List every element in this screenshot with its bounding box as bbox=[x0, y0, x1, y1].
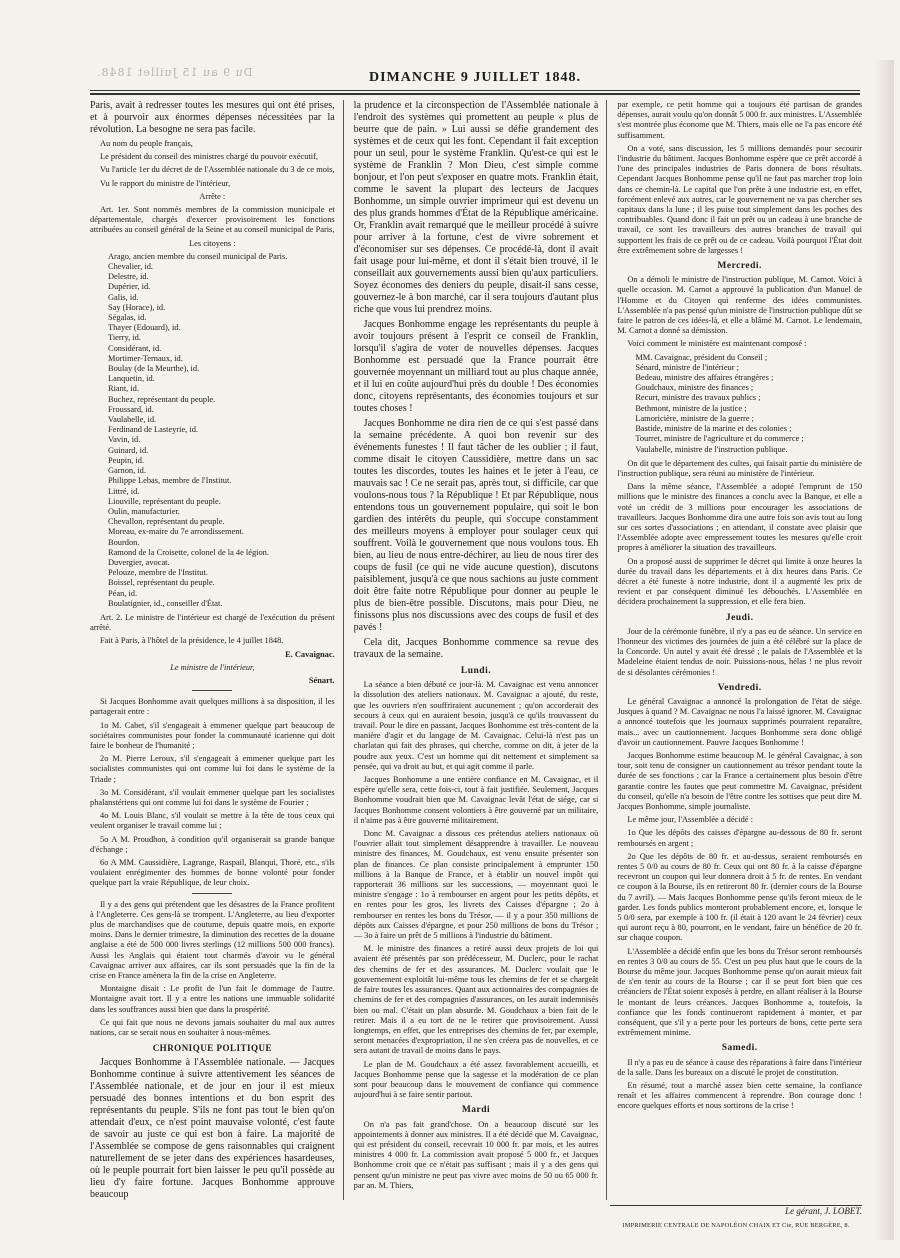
list-item: Guinard, id. bbox=[108, 445, 149, 455]
printer-imprint: IMPRIMERIE CENTRALE DE NAPOLÉON CHAIX ET Cie, RUE BERGÈRE, 8. bbox=[622, 1222, 850, 1229]
list-item: Moreau, ex-maire du 7e arrondissement. bbox=[108, 527, 244, 537]
list-item: Goudchaux, ministre des finances ; bbox=[635, 383, 754, 393]
paragraph: On a proposé aussi de supprimer le décret qui limite à onze heures la durée du travail dans les départements et à dix heures dans Paris. Ce décret a été funeste à notre industrie, dont il a augmenté les prix de revient et par conséquent diminué les débouchés. L'Assemblée en décidera prochainement la suppression, et elle fera bien. bbox=[617, 556, 863, 607]
paragraph: La séance a bien débuté ce jour-là. M. Cavaignac est venu annoncer la dissolution des ateliers nationaux. M. Cavaignac a ajouté, du reste, que les ouvriers n'en souffriraient aucunement ; qu'on accorderait des secours à ceux qui en auraient besoin, jusqu'à ce qu'ils trouvassent du travail. Pour le dire en passant, Jacques Bonhomme est très-content de la manière d'agir et du langage de M. Cavaignac. Celui-là n'est pas un charlatan qui fait des phrases, qui cherche, comme on dit, à jeter de la poudre aux yeux. C'est un homme qui dit nettement et simplement sa pensée, qui va droit au but, et qui agit comme il parle. bbox=[353, 680, 599, 771]
paragraph: la prudence et la circonspection de l'Assemblée nationale à l'endroit des systèmes qui promettent au peuple « plus de beurre que de pain. » Lui aussi se défie grandement des systèmes et de ceux qui les font. Cependant il fait exception pour un seul, pour le système Franklin. Qu'est-ce qui est le système de Franklin ? Mon Dieu, c'est simple comme bonjour, et l'on peut s'exposer en quatre mots. Franklin était, comme le savent la plupart des lecteurs de Jacques Bonhomme, un simple ouvrier imprimeur qui est devenu un des plus grands hommes d'État de la République américaine. Or, Franklin avait remarqué que le meilleur procédé à suivre pour arriver à la fortune, c'est de vivre sobrement et d'économiser sur ses dépenses. Ce procédé-là, dont il avait fait usage pour lui-même, et dont il s'était bien trouvé, il le conseillait aux gouvernements aussi bien qu'aux particuliers. Soyez économes des deniers du peuple, disait-il sans cesse, gouvernez-le à bon marché, car il sera toujours d'autant plus riche que vous lui prendrez moins. bbox=[353, 100, 599, 315]
list-item: Considérant, id. bbox=[108, 343, 162, 353]
page-edge-shadow bbox=[874, 60, 894, 1240]
paragraph: M. le ministre des finances a retiré aussi deux projets de loi qui avaient été présentés par son prédécesseur, M. Duclerc, pour le rachat des chemins de fer et des assurances. M. Duclerc voulait que le gouvernement exploitât lui-même tous les chemins de fer et se chargeât de faire toutes les assurances. Quant aux actionnaires des compagnies de chemins de fer et des compagnies d'assurances, on les aurait indemnisés bien ou mal. C'était un plan absurde. M. Goudchaux a bien fait de le retirer. Mais il a eu tort de ne le retirer que provisoirement. Aussi longtemps, en effet, que les entreprises des chemins de fer, par exemple, seront menacées d'expropriation, il ne s'en créera pas de nouvelles, et ce sera autant de travail de moins dans le pays. bbox=[353, 944, 599, 1056]
day-heading-vendredi: Vendredi. bbox=[717, 682, 762, 693]
column-1 bbox=[90, 100, 344, 1200]
gerant-signature: Le gérant, J. LOBET. bbox=[785, 1206, 862, 1216]
ministry-list bbox=[635, 353, 862, 455]
paragraph: On a démoli le ministre de l'instruction publique, M. Carnot. Voici à quelle occasion. M. Carnot a approuvé la publication d'un Manuel de l'Homme et du Citoyen qui renferme des idées communistes. L'Assemblée n'a pas pensé qu'un ministre de l'instruction publique dût se faire le patron de ces idées-là, et elle a blâmé M. Carnot. Le lendemain, M. Carnot a donné sa démission. bbox=[617, 275, 863, 336]
paragraph: Le même jour, l'Assemblée a décidé : bbox=[627, 815, 753, 825]
decree-line: Vu l'article 1er du décret de de l'Assemblée nationale du 3 de ce mois, bbox=[100, 165, 335, 175]
list-item: Thayer (Edouard), id. bbox=[108, 323, 181, 333]
list-item: Arago, ancien membre du conseil municipal de Paris. bbox=[108, 251, 288, 261]
list-item: Buchez, représentant du peuple. bbox=[108, 394, 216, 404]
list-item: Pelouze, membre de l'Institut. bbox=[108, 568, 208, 578]
signature-senard: Sénart. bbox=[308, 675, 335, 685]
issue-date: DIMANCHE 9 JUILLET 1848. bbox=[369, 70, 581, 85]
list-item: Lanquetin, id. bbox=[108, 374, 155, 384]
list-item: Vaulabelle, ministre de l'instruction publique. bbox=[635, 444, 788, 454]
paragraph: 4o M. Louis Blanc, s'il voulait se mettre à la tête de tous ceux qui veulent organiser le travail comme lui ; bbox=[90, 811, 335, 831]
list-item: Mortimer-Ternaux, id. bbox=[108, 353, 183, 363]
paragraph: On dit que le département des cultes, qui faisait partie du ministère de l'instruction publique, sera réuni au ministère de l'intérieur. bbox=[617, 458, 863, 478]
list-item: Dupérier, id. bbox=[108, 282, 151, 292]
paragraph: Jour de la cérémonie funèbre, il n'y a pas eu de séance. Un service en l'honneur des victimes des journées de juin a été célébré sur la place de la Concorde. Un autel y avait été dressé ; le palais de l'Assemblée et la Madeleine étaient tendus de noir. Puissions-nous, hélas ! ne plus revoir de si désolantes cérémonies ! bbox=[617, 626, 863, 677]
list-item: Peupin, id. bbox=[108, 455, 145, 465]
paragraph: Le général Cavaignac a annoncé la prolongation de l'état de siége. Jusques à quand ? M. Cavaignac ne nous l'a laissé ignorer. M. Cavaignac a annoncé toutefois que les journaux supprimés pourraient reparaître, mais... avec un cautionnement. Jacques Bonhomme sera donc obligé d'avoir un cautionnement. Pauvre Jacques Bonhomme ! bbox=[617, 696, 863, 747]
list-item: Delestre, id. bbox=[108, 272, 149, 282]
list-item: Garnon, id. bbox=[108, 466, 146, 476]
list-item: Ferdinand de Lasteyrie, id. bbox=[108, 425, 199, 435]
header-rule-thick bbox=[90, 93, 860, 95]
paragraph: Jacques Bonhomme a une entière confiance en M. Cavaignac, et il espère qu'elle sera, cette fois-ci, tout à fait justifiée. Seulement, Jacques Bonhomme voudrait bien que M. Cavaignac levât l'état de siége, car si Jacques Bonhomme consent volontiers à être gouverné par un militaire, il n'aime pas à être gouverné militairement. bbox=[353, 775, 599, 825]
intro-paragraph: Paris, avait à redresser toutes les mesures qui ont été prises, et à pourvoir aux énormes dépenses nécessitées par la révolution. La besogne ne sera pas facile. bbox=[90, 100, 335, 135]
list-item: Boulatignier, id., conseiller d'État. bbox=[108, 598, 223, 608]
paragraph: L'Assemblée a décidé enfin que les bons du Trésor seront remboursés en rentes 3 0/0 au cours de 55. C'est un peu plus haut que le cours de la Bourse du même jour. Jacques Bonhomme pense qu'on aurait mieux fait de s'en tenir au cours de la Bourse ; car il se peut fort bien que ces créanciers de l'État soient exposés à perdre, en allant réaliser à la Bourse le montant de leurs créances. Jacques Bonhomme a, toutefois, la confiance que les fonds continueront rapidement à monter, et par conséquent, que s'il y a perte pour les porteurs de bons, cette perte sera extrêmement minime. bbox=[617, 946, 863, 1038]
list-item: Boissel, représentant du peuple. bbox=[108, 578, 215, 588]
article-2: Art. 2. Le ministre de l'intérieur est chargé de l'exécution du présent arrêté. bbox=[90, 612, 335, 633]
paragraph: Donc M. Cavaignac a dissous ces prétendus ateliers nationaux où l'ouvrier allait tout simplement désapprendre à travailler. Le nouveau ministre des finances, M. Goudchaux, est venu ensuite présenter son plan de finances. Ce plan consiste principalement à emprunter 150 millions à la Banque de France, et à établir un nouvel impôt qui rapporterait 36 millions sur les successions, — moyennant quoi le ministre s'engage : 1o à rembourser en argent pour les petits dépôts, et en rentes pour les gros, les livrets des Caisses d'épargne ; 2o à rembourser en rentes les bons du Trésor, — il y a pour 350 millions de dépôts aux Caisses d'épargne, et pour 250 millions de bons du Trésor ; — 3o à faire un prêt de 5 millions à l'industrie du bâtiment. bbox=[353, 829, 599, 941]
column-3 bbox=[617, 100, 862, 1200]
paragraph: 2o M. Pierre Leroux, s'il s'engageait à emmener quelque part les socialistes communistes qui ont comme lui foi dans le système de la Triade ; bbox=[90, 754, 335, 784]
list-item: Boulay (de la Meurthe), id. bbox=[108, 364, 200, 374]
list-item: Riant, id. bbox=[108, 384, 139, 394]
divider bbox=[192, 690, 232, 691]
list-item: Vaulabelle, id. bbox=[108, 415, 157, 425]
divider bbox=[192, 893, 232, 894]
list-item: Tourret, ministre de l'agriculture et du commerce ; bbox=[635, 434, 804, 444]
list-item: Vavin, id. bbox=[108, 435, 141, 445]
masthead bbox=[95, 70, 855, 86]
paragraph: Dans la même séance, l'Assemblée a adopté l'emprunt de 150 millions que le ministre des finances a conclu avec la Banque, et elle a voté un crédit de 3 millions pour encourager les associations de travailleurs. Jacques Bonhomme dira une autre fois son avis tout au long sur ces sortes d'associations ; en attendant, il constate avec plaisir que l'Assemblée adopte avec empressement toutes les mesures qu'elle croit propres à améliorer la situation des travailleurs. bbox=[617, 482, 863, 553]
paragraph: Jacques Bonhomme estime beaucoup M. le général Cavaignac, à son tour, soit tenu de consigner un cautionnement au trésor pendant toute la durée de ses fonctions ; car la France a certainement plus besoin d'être garantie contre les fautes que peut commettre M. Cavaignac, président du conseil, qu'elle n'a besoin de l'être contre les sottises que peut dire M. Jacques Bonhomme, simple journaliste. bbox=[617, 750, 863, 811]
list-item: Bourdon. bbox=[108, 537, 140, 547]
citoyens-label: Les citoyens : bbox=[189, 238, 236, 248]
paragraph: 2o Que les dépôts de 80 fr. et au-dessus, seraient remboursés en rentes 5 0/0 au cours de 80 fr. Ceux qui ont 80 fr. à la caisse d'épargne recevront un coupon qui leur donnera droit à 5 fr. de rentes. En vendant ce coupon à la Bourse, ils en retireront 80 fr. (dernier cours de la Bourse du 7 avril). — Mais Jacques Bonhomme pense qu'ils feront mieux de le garder. Les fonds publics monteront probablement encore, et, lorsque le 5 0/0 sera, par exemple à 100 fr. (il était à 120 avant le 24 février) ceux qui auront reçu à 80, pourront, en le vendant, faire un bénéfice de 20 fr. sur chaque coupon. bbox=[617, 851, 863, 943]
signature-cavaignac: E. Cavaignac. bbox=[285, 649, 335, 659]
list-item: Bastide, ministre de la marine et des colonies ; bbox=[635, 424, 792, 434]
paragraph: 3o M. Considérant, s'il voulait emmener quelque part les socialistes phalanstériens qui ont comme lui foi dans le système de Fourier ; bbox=[90, 787, 335, 807]
paragraph: 5o A M. Proudhon, à condition qu'il organiserait sa grande banque d'échange ; bbox=[90, 834, 335, 854]
paragraph: Ce qui fait que nous ne devons jamais souhaiter du mal aux autres nations, car se serait nous en souhaiter à nous-mêmes. bbox=[90, 1017, 335, 1038]
columns bbox=[90, 100, 862, 1200]
list-item: Ramond de la Croisette, colonel de la 4e légion. bbox=[108, 547, 269, 557]
list-item: MM. Cavaignac, président du Conseil ; bbox=[635, 352, 768, 362]
list-item: Tierry, id. bbox=[108, 333, 141, 343]
list-item: Recurt, ministre des travaux publics ; bbox=[635, 393, 761, 403]
paragraph: Si Jacques Bonhomme avait quelques millions à sa disposition, il les partagerait entre : bbox=[90, 697, 335, 717]
list-item: Say (Horace), id. bbox=[108, 302, 166, 312]
chronique-paragraph: Jacques Bonhomme à l'Assemblée nationale. — Jacques Bonhomme continue à suivre attentivement les séances de l'Assemblée nationale, et de jour en jour il est mieux persuadé des bonnes intentions et du bon esprit des représentants du peuple. S'ils ne font pas tout le bien qu'on attendait d'eux, ce n'est point mauvaise volonté, c'est faute de savoir au juste ce qui est bon à faire. La majorité de l'Assemblée se compose de gens raisonnables qui craignent naturellement de se jeter dans des expériences hasardeuses, où le peuple pourrait fort bien laisser le peu qu'il possède au lieu d'y faire fortune. Jacques Bonhomme approuve beaucoup bbox=[90, 1057, 335, 1200]
paragraph: 6o A MM. Caussidière, Lagrange, Raspail, Blanqui, Thoré, etc., s'ils voulaient enrégimenter des hommes de bonne volonté pour fonder quelque part la vraie République, de leur choix. bbox=[90, 858, 335, 888]
paragraph: Jacques Bonhomme ne dira rien de ce qui s'est passé dans la semaine précédente. A quoi bon revenir sur des événements funestes ! Il faut tâcher de les oublier ; il faut, comme disait le citoyen Caussidière, mettre dans un sac toutes les discordes, toutes les haines et le jeter à l'eau, ce mauvais sac ! Ce ne serait pas, après tout, si difficile, car que voulons-nous tous ? la République ! Et par République, nous entendons tous un gouvernement populaire, qui soit le bon gardien des intérêts du peuple, qui s'occupe constamment des meilleurs moyens à employer pour soulager ceux qui souffrent. Voilà le gouvernement que nous voulons tous. Eh bien, au lieu de nous entre-déchirer, au lieu de nous tirer des coups de fusil (ce qui ne vide aucune question), discutons paisiblement, jusqu'à ce que nous sachions au juste comment doit être faite notre République pour donner au peuple le plus de bien-être possible. Discutons, mais pour Dieu, ne finissons plus nos discussions avec des coups de fusil et des pavés ! bbox=[353, 418, 599, 633]
decree-line: Le président du conseil des ministres chargé du pouvoir exécutif, bbox=[100, 152, 318, 162]
bleed-through-header: Du 9 au 15 Juillet 1848. bbox=[96, 66, 253, 79]
list-item: Sénard, ministre de l'intérieur ; bbox=[635, 362, 739, 372]
paragraph: Cela dit, Jacques Bonhomme commence sa revue des travaux de la semaine. bbox=[353, 637, 599, 660]
list-item: Froussard, id. bbox=[108, 404, 154, 414]
list-item: Ségalas, id. bbox=[108, 313, 147, 323]
day-heading-mardi: Mardi bbox=[461, 1105, 491, 1116]
decree-line: Au nom du peuple français, bbox=[100, 139, 193, 148]
paragraph: En résumé, tout a marché assez bien cette semaine, la confiance renaît et les affaires commencent à reprendre. Bon courage donc ! encore quelques efforts et nous sortirons de la crise ! bbox=[617, 1081, 863, 1111]
list-item: Littré, id. bbox=[108, 486, 140, 496]
list-item: Chevallon, représentant du peuple. bbox=[108, 517, 225, 527]
list-item: Galis, id. bbox=[108, 292, 139, 302]
day-heading-mercredi: Mercredi. bbox=[717, 261, 762, 272]
paragraph: Il y a des gens qui prétendent que les désastres de la France profitent à l'Angleterre. Ces gens-là se trompent. L'Angleterre, au lieu d'exporter plus de marchandises que de coutume, depuis quatre mois, en exporte moins. Dans le dernier trimestre, la diminution des recettes de la douane anglaise a été de 500 000 livres sterlings (12 millions 500 000 francs). Aussi les Anglais qui étaient tout charmés d'avoir vu le général Cavaignac arriver aux affaires, car ils sont persuadés que la fin de la crise en France amènera la fin de la crise en Angleterre. bbox=[90, 899, 335, 981]
paragraph: Voici comment le ministère est maintenant composé : bbox=[627, 339, 807, 349]
article-1: Art. 1er. Sont nommés membres de la commission municipale et départementale, chargés d'exercer provisoirement les fonctions attribuées au conseil général de la Seine et au conseil municipal de Paris, bbox=[90, 205, 335, 235]
column-2 bbox=[354, 100, 608, 1200]
paragraph: 1o Que les dépôts des caisses d'épargne au-dessous de 80 fr. seront remboursés en argent ; bbox=[617, 828, 863, 848]
day-heading-lundi: Lundi. bbox=[460, 666, 492, 676]
decree-line: Vu le rapport du ministre de l'intérieur, bbox=[100, 178, 231, 188]
day-heading-jeudi: Jeudi. bbox=[725, 612, 754, 623]
paragraph: 1o M. Cabet, s'il s'engageait à emmener quelque part beaucoup de sociétaires communistes pour fonder la communauté icarienne qui doit faire le bonheur de l'humanité ; bbox=[90, 720, 335, 750]
list-item: Oulin, manufacturier. bbox=[108, 506, 180, 516]
paragraph: On n'a pas fait grand'chose. On a beaucoup discuté sur les appointements à donner aux ministres. Il a été décidé que M. Cavaignac, qui est président du conseil, recevrait 10 000 fr. par mois, et les autres ministres 4 000 fr. La commission avait proposé 5 000 fr., et Jacques Bonhomme croit que ce n'était pas suffisant ; mais il y a des gens qui pensent qu'un ministre ne peut pas vivre avec moins de 50 ou 65 000 fr. par an. M. Thiers, bbox=[353, 1119, 599, 1190]
day-heading-samedi: Samedi. bbox=[721, 1043, 758, 1054]
paragraph: Le plan de M. Goudchaux a été assez favorablement accueilli, et Jacques Bonhomme pense que la sagesse et la modération de ce plan sont pour beaucoup dans le mouvement de confiance qui commence aujourd'hui à se faire sentir partout. bbox=[353, 1059, 599, 1100]
header-rule bbox=[90, 90, 860, 91]
list-item: Chevalier, id. bbox=[108, 262, 154, 272]
paragraph: Il n'y a pas eu de séance à cause des réparations à faire dans l'intérieur de la salle. Dans les bureaux on a discuté le projet de constitution. bbox=[617, 1057, 863, 1077]
paragraph: On a voté, sans discussion, les 5 millions demandés pour secourir l'industrie du bâtiment. Jacques Bonhomme espère que ce prêt accordé à l'une des principales industries de Paris donnera de bons résultats. Cependant Jacques Bonhomme pense qu'il ne faut pas marcher trop loin dans ce chemin-là. Le capital que l'on prête à une industrie est, en effet, forcément enlevé aux autres, car le gouvernement ne va pas chercher ses capitaux dans la lune ; il les puise tout simplement dans les poches des contribuables. Quand donc il fait un prêt ou un cadeau à une branche de travail, ce sont les travailleurs des autres branches de travail qui supportent les frais de ce prêt ou de ce cadeau. Voilà pourquoi l'État doit être extrêmement sobre de largesses ! bbox=[617, 143, 863, 255]
paragraph: par exemple, ce petit homme qui a toujours été partisan de grandes dépenses, aurait voulu qu'on donnât 5 000 fr. aux ministres. L'Assemblée s'est montrée plus économe que M. Thiers, mais elle ne l'a pas encore été suffisamment. bbox=[617, 100, 863, 140]
list-item: Bethmont, ministre de la justice ; bbox=[635, 403, 747, 413]
minister-title: Le ministre de l'intérieur, bbox=[170, 662, 255, 672]
paragraph: Montaigne disait : Le profit de l'un fait le dommage de l'autre. Montaigne avait tort. Il y a entre les nations une immuable solidarité dans les souffrances aussi bien que dans la prospérité. bbox=[90, 984, 335, 1014]
arrete-label: Arrête : bbox=[199, 191, 226, 201]
list-item: Péan, id. bbox=[108, 588, 138, 598]
paragraph: Jacques Bonhomme engage les représentants du peuple à avoir toujours présent à l'esprit ce conseil de Franklin, lorsqu'il s'agira de voter de nouvelles dépenses. Jacques Bonhomme est persuadé que la France pourrait être gouvernée moyennant un milliard tout au plus chaque année, et il lui en coûte aujourd'hui près du double ! Des économies donc, citoyens représentants, des économies toujours et sur toutes choses ! bbox=[353, 319, 599, 414]
member-list bbox=[108, 252, 335, 609]
list-item: Philippe Lebas, membre de l'Institut. bbox=[108, 476, 232, 486]
section-title: CHRONIQUE POLITIQUE bbox=[152, 1043, 272, 1054]
list-item: Duvergier, avocat. bbox=[108, 557, 170, 567]
list-item: Lamoricière, ministre de la guerre ; bbox=[635, 413, 754, 423]
list-item: Bedeau, ministre des affaires étrangères ; bbox=[635, 373, 774, 383]
list-item: Liouville, représentant du peuple. bbox=[108, 496, 221, 506]
decree-date: Fait à Paris, à l'hôtel de la présidence, le 4 juillet 1848. bbox=[100, 636, 284, 646]
